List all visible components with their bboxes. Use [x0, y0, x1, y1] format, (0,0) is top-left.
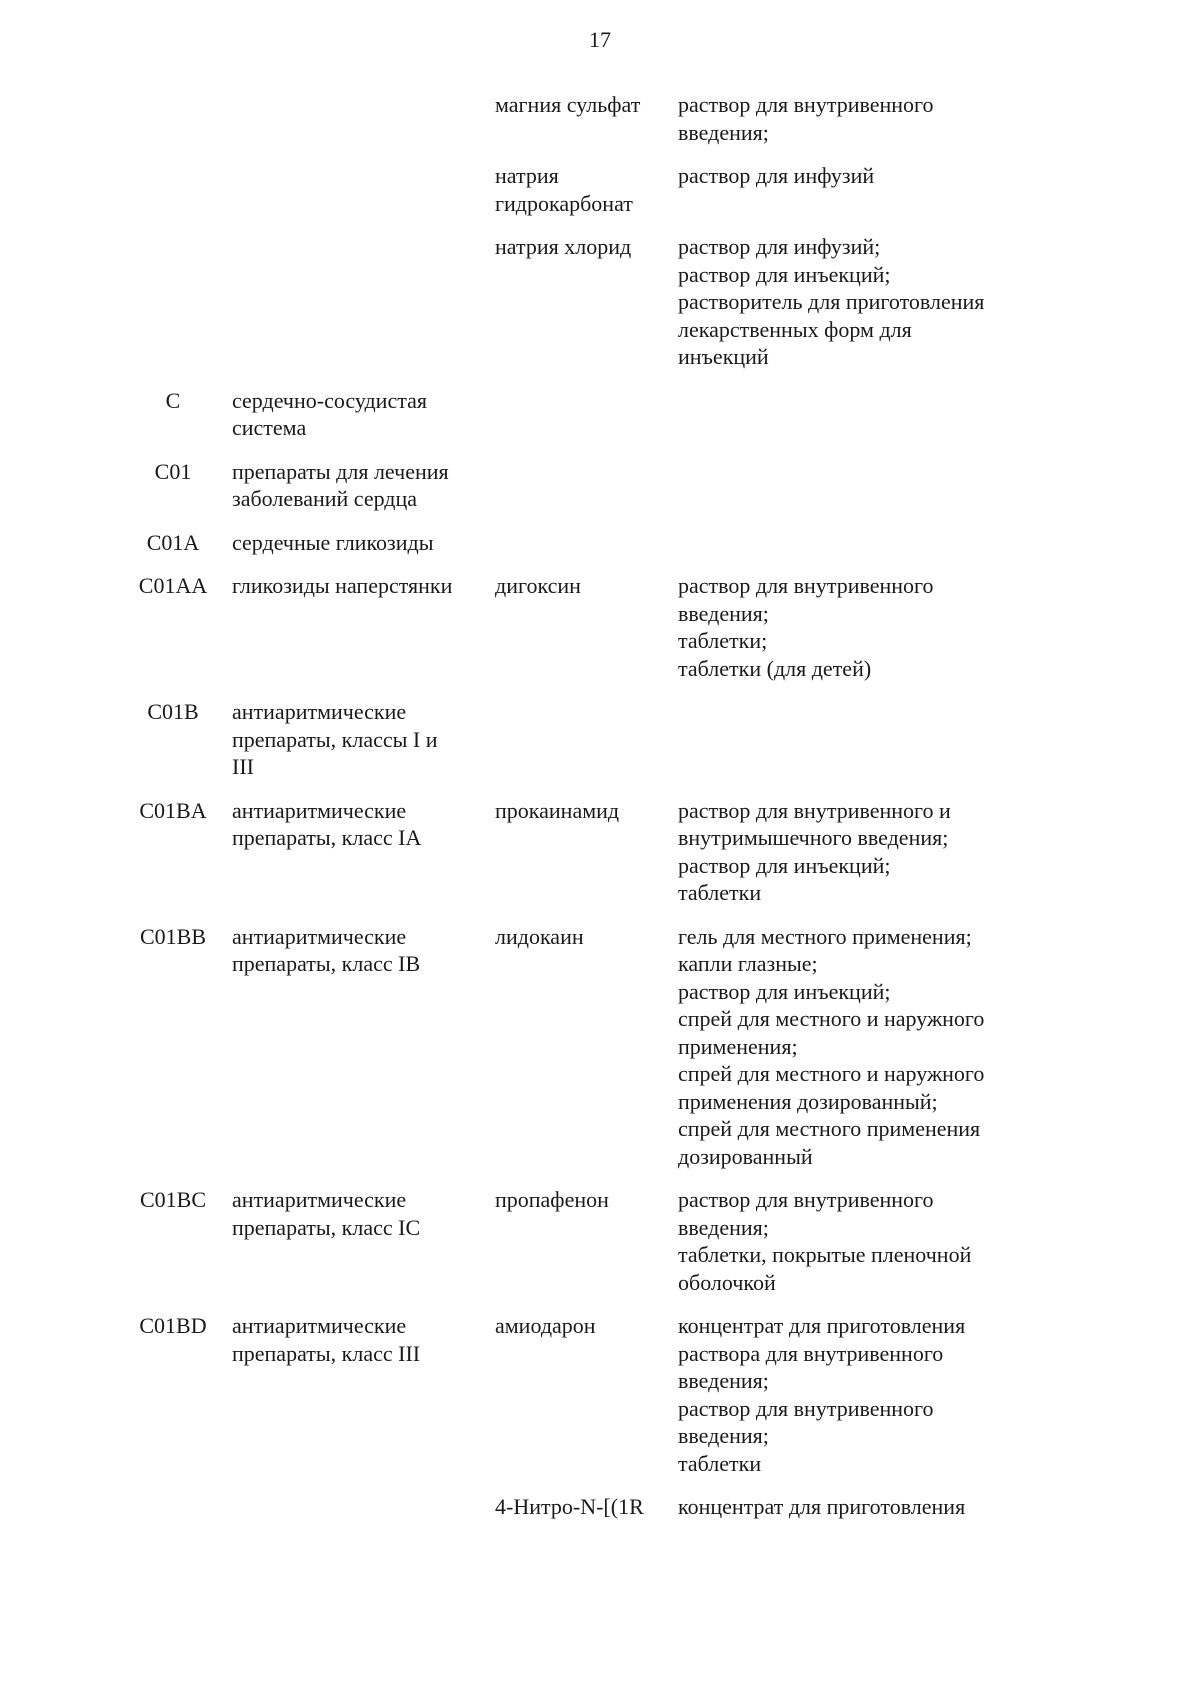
- dosage-form-cell: концентрат для приготовления: [678, 1494, 966, 1519]
- atc-code-cell: C01BB: [139, 923, 207, 949]
- drug-name-cell: магния сульфат: [495, 92, 641, 117]
- atc-code-cell: C01: [154, 458, 192, 484]
- page-number: 17: [589, 27, 611, 52]
- dosage-form-cell: раствор для инфузий; раствор для инъекций; растворитель для приготовления лекарственных форм для инъекций: [678, 234, 985, 369]
- atc-code-cell: C01BD: [139, 1313, 207, 1338]
- atc-code-cell: C01BA: [139, 797, 207, 823]
- drug-name-cell: амиодарон: [495, 1313, 596, 1338]
- drug-name-cell: пропафенон: [495, 1187, 609, 1212]
- dosage-form-cell: раствор для внутривенного и внутримышечного введения; раствор для инъекций; таблетки: [678, 797, 951, 905]
- drug-name-cell: 4-Нитро-N-[(1R: [495, 1494, 644, 1519]
- drug-name-cell: прокаинамид: [495, 797, 620, 823]
- anatomical-group-cell: антиаритмические препараты, классы I и III: [232, 699, 438, 779]
- atc-code-cell: C01A: [146, 529, 200, 555]
- anatomical-group-cell: гликозиды наперстянки: [232, 573, 453, 598]
- atc-code-cell: C01B: [147, 699, 199, 724]
- drug-name-cell: натрия гидрокарбонат: [495, 163, 633, 216]
- drug-name-cell: лидокаин: [495, 923, 584, 949]
- anatomical-group-cell: антиаритмические препараты, класс III: [232, 1313, 421, 1366]
- drug-name-cell: натрия хлорид: [495, 234, 632, 259]
- anatomical-group-cell: антиаритмические препараты, класс IB: [232, 923, 421, 976]
- dosage-form-cell: раствор для внутривенного введения; таблетки, покрытые пленочной оболочкой: [678, 1187, 972, 1295]
- drug-name-cell: дигоксин: [495, 573, 581, 598]
- atc-code-cell: C01BC: [139, 1187, 207, 1212]
- anatomical-group-cell: антиаритмические препараты, класс IA: [232, 797, 422, 850]
- anatomical-group-cell: препараты для лечения заболеваний сердца: [232, 458, 449, 511]
- dosage-form-cell: раствор для инфузий: [678, 163, 875, 188]
- dosage-form-cell: концентрат для приготовления раствора для внутривенного введения; раствор для внутривенного введения; таблетки: [678, 1313, 966, 1476]
- dosage-form-cell: раствор для внутривенного введения;: [678, 92, 934, 145]
- atc-code-cell: C01AA: [138, 573, 208, 598]
- dosage-form-cell: раствор для внутривенного введения; таблетки; таблетки (для детей): [678, 573, 934, 681]
- anatomical-group-cell: сердечно-сосудистая система: [232, 387, 427, 440]
- dosage-form-cell: гель для местного применения; капли глазные; раствор для инъекций; спрей для местного и наружного применения; спрей для местного и наружного применения дозированный; спрей для местного применения дозированный: [678, 923, 985, 1169]
- anatomical-group-cell: сердечные гликозиды: [232, 529, 434, 555]
- atc-code-cell: C: [165, 387, 181, 413]
- anatomical-group-cell: антиаритмические препараты, класс IC: [232, 1187, 421, 1240]
